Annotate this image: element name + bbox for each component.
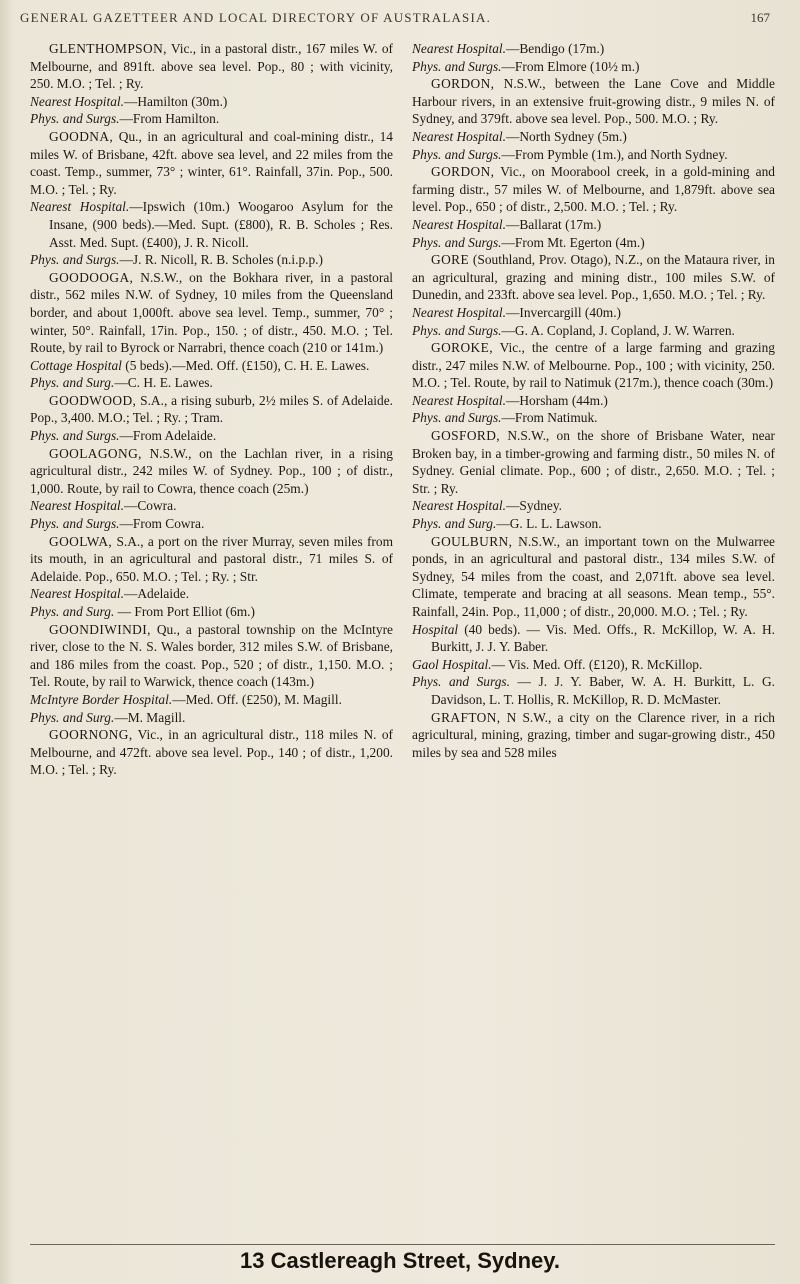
entry-text: — Vis. Med. Off. (£120), R. McKillop. (491, 656, 703, 672)
entry-text: N.S.W., an important town on the Mulwarree ponds, in an agricultural and pastoral distr., 134 miles S.W. of Sydney, 54 miles from the coast, and 2,071ft. above sea level. Climate, temperate and bracing at all seasons. Mean temp., 55°. Rainfall, 24in. Pop., 11,000 ; of distr., 20,000. M.O. ; Tel. ; Ry. (412, 533, 775, 619)
entry-subline (30, 515, 393, 533)
entry-label: Nearest Hospital. (412, 41, 506, 56)
entry-text: (Southland, Prov. Otago), N.Z., on the Mataura river, in an agricultural, grazing and mining distr., 100 miles S.W. of Dunedin, and 233ft. above sea level. Pop., 1,650. M.O. ; Tel. ; Ry. (412, 252, 775, 303)
entry-subline (30, 709, 393, 727)
gazetteer-entry (30, 392, 393, 427)
running-title: GENERAL GAZETTEER AND LOCAL DIRECTORY OF AUSTRALASIA. (20, 10, 492, 25)
entry-label: Hospital (412, 621, 459, 637)
entry-subline (30, 585, 393, 603)
entry-subline (412, 497, 775, 515)
entry-text: (5 beds).—Med. Off. (£150), C. H. E. Lawes. (121, 357, 370, 373)
entry-text: (40 beds). — Vis. Med. Offs., R. McKillop, W. A. H. Burkitt, J. J. Y. Baber. (431, 621, 775, 655)
page-number: 167 (750, 10, 770, 25)
entry-subline (30, 110, 393, 128)
entry-label: Phys. and Surgs. (412, 322, 502, 338)
entry-text: —From Natimuk. (501, 410, 598, 426)
entry-subline (30, 374, 393, 392)
entry-label: Phys. and Surg. (412, 516, 497, 532)
entry-place-name: GOOLWA, (49, 533, 113, 549)
entry-subline (412, 234, 775, 252)
entry-label: Nearest Hospital. (30, 586, 124, 602)
entry-label: Cottage Hospital (30, 357, 122, 373)
entry-place-name: GOULBURN, (431, 533, 513, 549)
entry-text: —From Pymble (1m.), and North Sydney. (501, 146, 728, 162)
entry-text: —From Mt. Egerton (4m.) (501, 234, 645, 250)
gazetteer-entry (30, 269, 393, 357)
entry-label: Phys. and Surg. (30, 709, 115, 725)
entry-subline (30, 603, 393, 621)
gazetteer-entry (412, 533, 775, 621)
entry-label: Phys. and Surg. (30, 604, 115, 619)
entry-place-name: GOROKE, (431, 340, 493, 356)
entry-text: —Hamilton (30m.) (123, 93, 228, 109)
entry-place-name: GORE (431, 252, 470, 268)
entry-text: —Bendigo (17m.) (505, 41, 605, 56)
entry-text: N S.W., a city on the Clarence river, in a rich agricultural, mining, grazing, timber and sugar-growing distr., 450 miles by sea and 528 miles (412, 709, 775, 760)
entry-place-name: GOSFORD, (431, 428, 501, 444)
entry-text: —From Elmore (10½ m.) (501, 58, 640, 74)
entry-subline (30, 251, 393, 269)
entry-text: N.S.W., between the Lane Cove and Middle Harbour rivers, in an extensive fruit-growing distr., 9 miles N. of Sydney, and 379ft. above sea level. Pop., 500. M.O. ; Ry. (412, 76, 775, 127)
entry-text: —Invercargill (40m.) (505, 304, 622, 320)
entry-text: —Med. Off. (£250), M. Magill. (172, 691, 342, 707)
entry-place-name: GOODWOOD, (49, 392, 137, 408)
entry-subline (412, 40, 775, 58)
entry-label: Nearest Hospital. (412, 498, 506, 514)
entry-text: —M. Magill. (114, 709, 186, 725)
entry-label: Phys. and Surgs. (412, 58, 502, 74)
entry-label: Nearest Hospital. (30, 93, 124, 109)
entry-subline (412, 409, 775, 427)
entry-place-name: GORDON, (431, 76, 495, 92)
page-footer: 13 Castlereagh Street, Sydney. (240, 1248, 560, 1273)
gazetteer-entry (30, 445, 393, 498)
entry-subline (30, 198, 393, 251)
entry-label: Nearest Hospital. (30, 199, 130, 215)
gazetteer-entry (412, 163, 775, 216)
entry-text: N.S.W., on the shore of Brisbane Water, near Broken bay, in a timber-growing and farming distr., 50 miles N. of Sydney. Genial climate. Pop., 600 ; of distr., 2,650. M.O. ; Tel. ; Str. ; Ry. (412, 428, 775, 496)
entry-label: McIntyre Border Hospital. (30, 691, 173, 707)
entry-subline (412, 621, 775, 656)
entry-text: Vic., in a pastoral distr., 167 miles W. of Melbourne, and 891ft. above sea level. Pop., 80 ; with vicinity, 250. M.O. ; Tel. ; Ry. (30, 41, 393, 92)
entry-text: —Ipswich (10m.) Woogaroo Asylum for the Insane, (900 beds).—Med. Supt. (£800), R. B. Scholes ; Res. Asst. Med. Supt. (£400), J. R. Nicoll. (49, 199, 393, 250)
entry-text: —From Cowra. (119, 516, 205, 532)
entry-subline (412, 515, 775, 533)
entry-place-name: GLENTHOMPSON, (49, 41, 167, 56)
entry-subline (412, 304, 775, 322)
entry-subline (412, 216, 775, 234)
entry-text: Vic., on Moorabool creek, in a gold-mining and farming distr., 57 miles W. of Melbourne, and 1,879ft. above sea level. Pop., 650 ; of distr., 2,500. M.O. ; Tel. ; Ry. (412, 164, 775, 215)
right-column (412, 40, 775, 761)
entry-text: —Horsham (44m.) (505, 392, 608, 408)
entry-place-name: GOODOOGA, (49, 269, 134, 285)
entry-text: —Sydney. (505, 498, 563, 514)
entry-subline (412, 656, 775, 674)
entry-label: Phys. and Surgs. (30, 111, 120, 127)
entry-label: Phys. and Surg. (30, 375, 115, 391)
gazetteer-entry (30, 533, 393, 586)
entry-place-name: GOORNONG, (49, 727, 133, 743)
gazetteer-entry (30, 40, 393, 93)
entry-text: Qu., a pastoral township on the McIntyre river, close to the N. S. Wales border, 312 miles S.W. of Brisbane, and 186 miles from the coast. Pop., 520 ; of distr., 1,150. M.O. ; Tel. Route, by rail to Warwick, thence coach (143m.) (30, 621, 393, 690)
gazetteer-entry (30, 128, 393, 198)
entry-label: Phys. and Surgs. (30, 252, 120, 268)
gazetteer-entry (412, 709, 775, 762)
entry-label: Phys. and Surgs. (30, 428, 120, 444)
entry-label: Phys. and Surgs. (412, 674, 510, 690)
entry-text: —G. L. L. Lawson. (496, 516, 602, 532)
entry-text: S.A., a rising suburb, 2½ miles S. of Adelaide. Pop., 3,400. M.O.; Tel. ; Ry. ; Tram. (30, 392, 393, 426)
entry-text: —G. A. Copland, J. Copland, J. W. Warren. (501, 322, 735, 338)
entry-subline (30, 691, 393, 709)
entry-label: Gaol Hospital. (412, 656, 492, 672)
gazetteer-entry (30, 621, 393, 691)
page-header (0, 8, 800, 32)
entry-text: — From Port Elliot (6m.) (114, 604, 255, 619)
entry-text: —From Hamilton. (119, 111, 220, 127)
entry-place-name: GOONDIWINDI, (49, 621, 151, 637)
entry-text: —Adelaide. (123, 586, 190, 602)
entry-label: Phys. and Surgs. (412, 146, 502, 162)
entry-subline (30, 93, 393, 111)
entry-text: —North Sydney (5m.) (505, 128, 627, 144)
entry-label: Nearest Hospital. (30, 498, 124, 514)
entry-place-name: GOOLAGONG, (49, 445, 142, 461)
entry-subline (30, 497, 393, 515)
left-column (30, 40, 393, 779)
entry-subline (412, 392, 775, 410)
entry-text: —Cowra. (123, 498, 177, 514)
entry-text: —Ballarat (17m.) (505, 216, 602, 232)
entry-label: Phys. and Surgs. (30, 516, 120, 532)
entry-subline (412, 146, 775, 164)
gazetteer-entry (412, 427, 775, 497)
entry-subline (30, 427, 393, 445)
entry-text: —J. R. Nicoll, R. B. Scholes (n.i.p.p.) (119, 252, 323, 268)
entry-label: Phys. and Surgs. (412, 234, 502, 250)
entry-text: —C. H. E. Lawes. (114, 375, 213, 391)
entry-label: Nearest Hospital. (412, 128, 506, 144)
entry-text: N.S.W., on the Lachlan river, in a rising agricultural distr., 242 miles W. of Sydney. Pop., 100 ; of distr., 1,000. Route, by rail to Cowra, thence coach (25m.) (30, 445, 393, 496)
entry-subline (30, 357, 393, 375)
entry-place-name: GORDON, (431, 164, 495, 180)
entry-subline (412, 58, 775, 76)
entry-subline (412, 673, 775, 708)
entry-label: Nearest Hospital. (412, 216, 506, 232)
entry-place-name: GOODNA, (49, 128, 114, 144)
entry-text: Vic., the centre of a large farming and grazing distr., 247 miles N.W. of Melbourne. Pop., 100 ; with vicinity, 250. M.O. ; Tel. Route, by rail to Natimuk (217m.), thence coach (30m.) (412, 340, 775, 391)
entry-label: Nearest Hospital. (412, 304, 506, 320)
gazetteer-entry (412, 339, 775, 392)
gazetteer-entry (412, 251, 775, 304)
entry-subline (412, 128, 775, 146)
entry-text: Vic., in an agricultural distr., 118 miles N. of Melbourne, and 472ft. above sea level. Pop., 140 ; of distr., 1,200. M.O. ; Tel. ; Ry. (30, 727, 393, 778)
entry-label: Nearest Hospital. (412, 392, 506, 408)
entry-text: S.A., a port on the river Murray, seven miles from its mouth, in an agricultural and pastoral distr., 71 miles S. of Adelaide. Pop., 650. M.O. ; Tel. ; Ry. ; Str. (30, 533, 393, 584)
entry-label: Phys. and Surgs. (412, 410, 502, 426)
gazetteer-entry (412, 75, 775, 128)
entry-text: —From Adelaide. (119, 428, 217, 444)
entry-place-name: GRAFTON, (431, 709, 501, 725)
entry-text: — J. J. Y. Baber, W. A. H. Burkitt, L. G. Davidson, L. T. Hollis, R. McKillop, R. D. McMaster. (431, 674, 775, 707)
entry-text: Qu., in an agricultural and coal-mining distr., 14 miles W. of Brisbane, 42ft. above sea level, and 22 miles from the coast. Temp., summer, 73° ; winter, 61°. Rainfall, 37in. Pop., 500. M.O. ; Tel. ; Ry. (30, 128, 393, 197)
entry-text: N.S.W., on the Bokhara river, in a pastoral distr., 562 miles N.W. of Sydney, 10 miles from the Queensland border, and about 1,000ft. above sea level. Temp., summer, 70° ; winter, 50°. Rainfall, 17in. Pop., 150. ; of distr., 450. M.O. ; Tel. Route, by rail to Byrock or Narrabri, thence coach (210 or 141m.) (30, 269, 393, 356)
footer-rule (30, 1244, 775, 1245)
entry-subline (412, 322, 775, 340)
gazetteer-entry (30, 726, 393, 779)
